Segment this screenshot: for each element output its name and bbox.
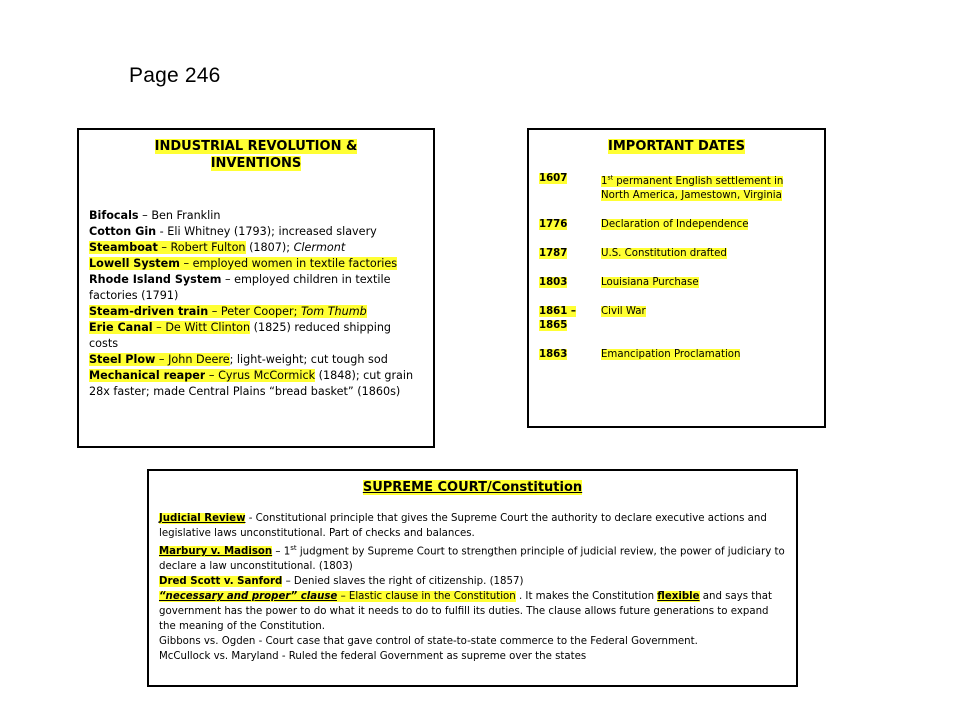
- date-year: [539, 348, 601, 362]
- invention-item: [89, 368, 423, 400]
- clause-mid: – Elastic clause in the Constitution: [337, 591, 516, 603]
- invention-name: Steam-driven train: [89, 305, 209, 318]
- invention-sep: –: [155, 353, 169, 366]
- invention-sep: -: [156, 225, 168, 238]
- invention-name: Steamboat: [89, 241, 158, 254]
- invention-desc: John Deere: [168, 353, 230, 366]
- date-event: [601, 276, 814, 290]
- judicial-review-text: - Constitutional principle that gives the Supreme Court the authority to declare executive actions and legislative laws unconstitutional. Part of checks and balances.: [159, 513, 767, 539]
- date-event-text: [601, 219, 748, 230]
- invention-name: Cotton Gin: [89, 225, 157, 238]
- date-event-text: [601, 176, 783, 201]
- gibbons-entry: Gibbons vs. Ogden - Court case that gave control of state-to-state commerce to the Federal Government.: [159, 636, 698, 648]
- judicial-review-term: Judicial Review: [159, 513, 246, 524]
- clause-term: “necessary and proper” clause: [159, 591, 338, 603]
- clause-flexible: flexible: [657, 591, 700, 603]
- supreme-court-box: [147, 469, 798, 687]
- elastic-clause-entry: [159, 589, 786, 634]
- dates-title: [539, 138, 814, 155]
- invention-desc: employed women in textile factories: [192, 257, 398, 270]
- date-event-sup: st: [607, 175, 613, 182]
- invention-desc: Cyrus McCormick: [218, 369, 316, 382]
- date-event-main: Civil War: [601, 306, 646, 318]
- page-title: Page 246: [129, 64, 221, 87]
- invention-name: Mechanical reaper: [89, 369, 206, 382]
- clause-text2: and says that government has the power to do what it needs to do to fulfill its duties. The clause allows future generations to expand the meaning of the Constitution.: [159, 591, 772, 633]
- invention-desc: Peter Cooper;: [220, 305, 301, 318]
- date-row: [539, 247, 814, 261]
- date-year-text: 1607: [539, 173, 568, 184]
- judicial-review-entry: [159, 511, 786, 541]
- court-title-text: SUPREME COURT/Constitution: [362, 480, 583, 495]
- court-title: [159, 479, 786, 496]
- date-row: [539, 218, 814, 232]
- date-year-text: 1803: [539, 277, 568, 289]
- invention-sep: –: [208, 305, 221, 318]
- invention-desc: Eli Whitney: [167, 225, 231, 238]
- invention-item: [89, 224, 423, 240]
- invention-sep: –: [221, 273, 235, 286]
- dred-scott-term: Dred Scott v. Sanford: [159, 576, 283, 588]
- marbury-sup: st: [290, 544, 297, 552]
- invention-name: Lowell System: [89, 257, 180, 270]
- invention-name: Bifocals: [89, 209, 139, 222]
- date-year-text: 1787: [539, 248, 568, 260]
- date-year: [539, 172, 601, 203]
- date-event-main: permanent English settlement in North America, Jamestown, Virginia: [601, 176, 784, 202]
- date-event-main: Louisiana Purchase: [601, 277, 699, 289]
- invention-item: [89, 272, 423, 304]
- date-row: [539, 172, 814, 203]
- invention-name: Rhode Island System: [89, 273, 222, 286]
- date-row: [539, 305, 814, 333]
- marbury-pre: – 1: [272, 546, 291, 558]
- date-event-text: [601, 277, 699, 288]
- invention-sep: –: [138, 209, 152, 222]
- date-event-main: Emancipation Proclamation: [601, 349, 741, 361]
- invention-sep: –: [205, 369, 219, 382]
- invention-desc: De Witt Clinton: [165, 321, 251, 334]
- industrial-revolution-box: [77, 128, 435, 448]
- invention-item: [89, 352, 423, 368]
- invention-name: Steel Plow: [89, 353, 156, 366]
- invention-sep: –: [152, 321, 166, 334]
- invention-extra: (1793); increased slavery: [230, 225, 377, 238]
- invention-sep: –: [157, 241, 171, 254]
- invention-name: Erie Canal: [89, 321, 153, 334]
- invention-desc: Robert Fulton: [170, 241, 246, 254]
- dates-list: [539, 172, 814, 362]
- date-year-text: 1776: [539, 219, 568, 231]
- invention-item: [89, 304, 423, 320]
- dates-title-text: IMPORTANT DATES: [608, 139, 745, 154]
- dred-scott-entry: [159, 574, 786, 589]
- date-event-main: Declaration of Independence: [601, 219, 749, 231]
- marbury-text: judgment by Supreme Court to strengthen principle of judicial review, the power of judiciary to declare a law unconstitutional. (1803): [159, 546, 785, 573]
- date-event: [601, 172, 814, 203]
- date-year: [539, 247, 601, 261]
- invention-desc: employed children in textile factories (1791): [89, 273, 391, 302]
- date-event-text: [601, 306, 646, 317]
- clause-text1: . It makes the Constitution: [515, 591, 658, 603]
- invention-italic: Tom Thumb: [300, 305, 367, 318]
- invention-item: [89, 208, 423, 224]
- invention-sep: –: [179, 257, 193, 270]
- invention-extra: (1825) reduced shipping costs: [89, 321, 392, 350]
- invention-item: [89, 256, 423, 272]
- date-event-text: [601, 248, 727, 259]
- date-year: [539, 218, 601, 232]
- inventions-list: [89, 208, 423, 400]
- invention-desc: Ben Franklin: [151, 209, 221, 222]
- industrial-title: [89, 138, 423, 172]
- invention-extra: ; light-weight; cut tough sod: [229, 353, 388, 366]
- mcculloch-entry: McCullock vs. Maryland - Ruled the federal Government as supreme over the states: [159, 651, 587, 663]
- invention-extra: (1848); cut grain 28x faster; made Central Plains “bread basket” (1860s): [89, 369, 414, 398]
- date-year-text: 1863: [539, 349, 568, 361]
- important-dates-box: [527, 128, 826, 428]
- date-event: [601, 218, 814, 232]
- date-row: [539, 348, 814, 362]
- court-content: [159, 511, 786, 664]
- invention-item: [89, 320, 423, 352]
- date-year-text: 1861 – 1865: [539, 306, 576, 332]
- date-row: [539, 276, 814, 290]
- invention-extra-italic: Clermont: [293, 241, 346, 254]
- date-event-main: U.S. Constitution drafted: [601, 248, 727, 260]
- date-event: [601, 305, 814, 333]
- date-event: [601, 247, 814, 261]
- marbury-entry: [159, 541, 786, 574]
- marbury-term: Marbury v. Madison: [159, 546, 273, 558]
- date-year: [539, 276, 601, 290]
- date-event: [601, 348, 814, 362]
- date-year: [539, 305, 601, 333]
- invention-item: [89, 240, 423, 256]
- date-event-text: [601, 349, 740, 360]
- date-event-pre: 1: [601, 176, 608, 188]
- industrial-title-text: INDUSTRIAL REVOLUTION & INVENTIONS: [154, 139, 358, 171]
- invention-extra: (1807);: [245, 241, 294, 254]
- dred-scott-text: – Denied slaves the right of citizenship. (1857): [282, 576, 524, 588]
